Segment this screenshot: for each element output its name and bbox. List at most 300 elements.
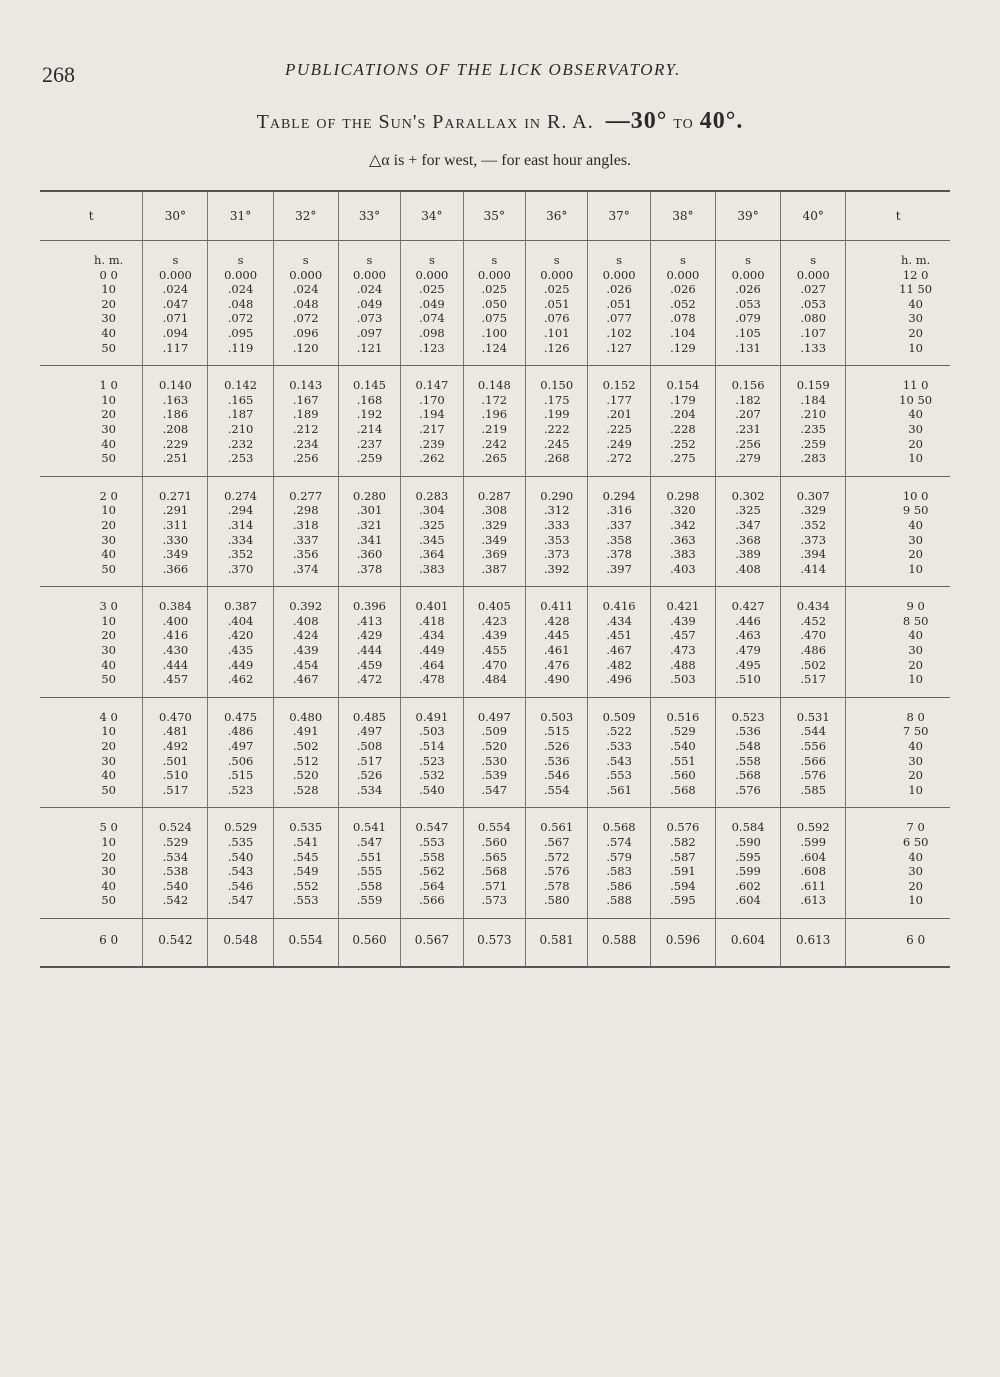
cell-value: .117 <box>162 340 189 355</box>
cell-value: .217 <box>419 421 445 436</box>
cell-value: .551 <box>670 753 696 768</box>
table-cell: 0.554 <box>273 918 338 966</box>
cell-value: .239 <box>419 436 445 451</box>
cell-value: .583 <box>606 864 632 879</box>
table-cell <box>463 697 525 808</box>
cell-value: 20 <box>908 325 923 340</box>
cell-value: .234 <box>292 436 319 451</box>
table-cell: 6 0 <box>99 932 119 947</box>
cell-value: 0.576 <box>666 820 700 835</box>
cell-value: .105 <box>735 325 761 340</box>
cell-value: 0.156 <box>731 378 765 393</box>
column-header: 31° <box>208 191 273 241</box>
table-cell <box>781 366 846 477</box>
cell-value: .509 <box>481 724 508 739</box>
table-cell: 0.548 <box>208 918 273 966</box>
cell-value: .187 <box>227 407 254 422</box>
cell-value: .356 <box>292 547 319 562</box>
table-cell <box>401 587 463 698</box>
cell-value: 0.421 <box>666 599 700 614</box>
table-cell <box>463 476 525 587</box>
table-cell: 0.573 <box>463 918 525 966</box>
cell-value: .373 <box>543 547 570 562</box>
cell-value: 0.000 <box>289 267 323 282</box>
unit-label: s <box>401 241 463 268</box>
cell-value: .481 <box>162 724 189 739</box>
table-row <box>40 697 950 808</box>
table-cell <box>650 587 715 698</box>
table-subtitle: △α is + for west, — for east hour angles. <box>368 152 632 169</box>
cell-value: 10 <box>908 340 923 355</box>
cell-value: .553 <box>606 768 632 783</box>
title-to: 40°. <box>699 108 744 134</box>
table-cell <box>40 697 143 808</box>
cell-value: .262 <box>419 451 445 466</box>
cell-value: .599 <box>735 864 761 879</box>
cell-value: .488 <box>670 657 696 672</box>
title-prefix: Table of the Sun's Parallax in <box>256 111 542 133</box>
table-row <box>40 268 950 366</box>
cell-value: .314 <box>227 517 254 532</box>
cell-value: .599 <box>800 835 827 849</box>
unit-label: h. m. <box>94 253 124 267</box>
cell-value: .237 <box>356 436 383 451</box>
cell-value: .074 <box>419 311 445 326</box>
cell-value: .256 <box>735 436 761 451</box>
cell-value: .501 <box>162 753 189 768</box>
cell-value: 0.140 <box>158 378 192 393</box>
cell-value: .163 <box>162 392 189 407</box>
cell-value: .543 <box>227 864 254 879</box>
cell-value: .547 <box>481 782 508 797</box>
cell-value: .558 <box>356 878 383 893</box>
cell-value: 10 <box>908 893 923 908</box>
column-header: 34° <box>401 191 463 241</box>
cell-value: .101 <box>543 325 570 340</box>
table-cell <box>650 476 715 587</box>
cell-value: 40 <box>908 628 923 643</box>
cell-value: .352 <box>227 547 254 562</box>
table-cell <box>143 366 208 477</box>
cell-value: .179 <box>670 392 696 407</box>
cell-value: .594 <box>670 878 696 893</box>
cell-value: .172 <box>481 392 508 407</box>
cell-value: 20 <box>908 547 923 562</box>
cell-value: .547 <box>356 835 383 849</box>
table-cell <box>143 587 208 698</box>
cell-value: .435 <box>227 643 254 658</box>
cell-value: .024 <box>356 282 383 297</box>
cell-value: 40 <box>101 547 116 562</box>
cell-value: .403 <box>670 561 696 576</box>
cell-value: .316 <box>606 503 632 518</box>
cell-value: .231 <box>735 421 761 436</box>
cell-value: 20 <box>908 878 923 893</box>
cell-value: .383 <box>419 561 445 576</box>
cell-value: .559 <box>356 893 383 908</box>
cell-value: 0.516 <box>666 709 700 724</box>
cell-value: .337 <box>292 532 319 547</box>
cell-value: .576 <box>735 782 761 797</box>
cell-value: .464 <box>419 657 445 672</box>
table-cell <box>143 268 208 366</box>
table-cell <box>208 587 273 698</box>
cell-value: 0 0 <box>99 267 118 282</box>
cell-value: .208 <box>162 421 189 436</box>
cell-value: 30 <box>101 864 116 879</box>
cell-value: .053 <box>800 296 827 311</box>
cell-value: 0.150 <box>540 378 574 393</box>
cell-value: .387 <box>481 561 508 576</box>
cell-value: .486 <box>227 724 254 739</box>
cell-value: .503 <box>670 672 696 687</box>
cell-value: .047 <box>162 296 189 311</box>
cell-value: .373 <box>800 532 827 547</box>
cell-value: .585 <box>800 782 827 797</box>
cell-value: .245 <box>543 436 570 451</box>
cell-value: 0.277 <box>289 488 323 503</box>
cell-value: .434 <box>419 628 445 643</box>
cell-value: .446 <box>735 613 761 628</box>
unit-label: s <box>143 241 208 268</box>
table-cell <box>715 476 780 587</box>
table-cell <box>463 808 525 919</box>
table-cell <box>650 697 715 808</box>
cell-value: .383 <box>670 547 696 562</box>
cell-value: .378 <box>356 561 383 576</box>
cell-value: .124 <box>481 340 508 355</box>
cell-value: .439 <box>292 643 319 658</box>
cell-value: .283 <box>800 451 827 466</box>
cell-value: .568 <box>481 864 508 879</box>
cell-value: 0.142 <box>224 378 258 393</box>
cell-value: .214 <box>356 421 383 436</box>
cell-value: 0.298 <box>666 488 700 503</box>
cell-value: .523 <box>227 782 254 797</box>
cell-value: .048 <box>227 296 254 311</box>
cell-value: .576 <box>543 864 570 879</box>
cell-value: .463 <box>735 628 761 643</box>
cell-value: 30 <box>101 421 116 436</box>
cell-value: .517 <box>162 782 189 797</box>
cell-value: .517 <box>356 753 383 768</box>
unit-label: s <box>715 241 780 268</box>
cell-value: .104 <box>670 325 696 340</box>
cell-value: .529 <box>670 724 696 739</box>
cell-value: .529 <box>162 835 189 849</box>
cell-value: .210 <box>800 407 827 422</box>
table-cell <box>338 268 400 366</box>
cell-value: 0.568 <box>602 820 636 835</box>
cell-value: .329 <box>800 503 827 518</box>
column-header: t <box>40 191 143 241</box>
table-cell: 6 0 <box>846 918 950 966</box>
cell-value: .414 <box>800 561 827 576</box>
table-cell <box>401 476 463 587</box>
cell-value: .204 <box>670 407 696 422</box>
cell-value: 20 <box>101 628 116 643</box>
cell-value: .502 <box>800 657 827 672</box>
table-body <box>40 241 950 967</box>
cell-value: .540 <box>419 782 445 797</box>
cell-value: 0.416 <box>602 599 636 614</box>
cell-value: .194 <box>419 407 445 422</box>
cell-value: .210 <box>227 421 254 436</box>
table-cell <box>208 697 273 808</box>
cell-value: .510 <box>735 672 761 687</box>
table-cell <box>588 808 650 919</box>
column-header: 35° <box>463 191 525 241</box>
cell-value: .457 <box>670 628 696 643</box>
cell-value: .170 <box>419 392 445 407</box>
table-row <box>40 366 950 477</box>
cell-value: .520 <box>292 768 319 783</box>
unit-label: s <box>526 241 588 268</box>
cell-value: .301 <box>356 503 383 518</box>
cell-value: .578 <box>543 878 570 893</box>
cell-value: .133 <box>800 340 827 355</box>
cell-value: .076 <box>543 311 570 326</box>
cell-value: 0.509 <box>602 709 636 724</box>
cell-value: 50 <box>101 561 116 576</box>
cell-value: 0.401 <box>415 599 449 614</box>
cell-value: 30 <box>101 643 116 658</box>
cell-value: 0.503 <box>540 709 574 724</box>
cell-value: .182 <box>735 392 761 407</box>
cell-value: .534 <box>162 849 189 864</box>
cell-value: .508 <box>356 739 383 754</box>
table-cell <box>273 697 338 808</box>
cell-value: .558 <box>419 849 445 864</box>
table-cell <box>208 366 273 477</box>
table-cell <box>273 268 338 366</box>
cell-value: 6 50 <box>902 835 929 849</box>
cell-value: 0.000 <box>477 267 511 282</box>
cell-value: .268 <box>543 451 570 466</box>
cell-value: .048 <box>292 296 319 311</box>
cell-value: .219 <box>481 421 508 436</box>
cell-value: .249 <box>606 436 632 451</box>
cell-value: .096 <box>292 325 319 340</box>
cell-value: 0.411 <box>540 599 574 614</box>
cell-value: .413 <box>356 613 383 628</box>
cell-value: 40 <box>101 657 116 672</box>
cell-value: .553 <box>292 893 319 908</box>
cell-value: .566 <box>419 893 445 908</box>
cell-value: .370 <box>227 561 254 576</box>
table-cell <box>846 697 950 808</box>
cell-value: .544 <box>800 724 827 739</box>
cell-value: 40 <box>908 849 923 864</box>
cell-value: .107 <box>800 325 827 340</box>
unit-label: s <box>338 241 400 268</box>
table-cell: 0.588 <box>588 918 650 966</box>
cell-value: .025 <box>419 282 445 297</box>
cell-value: .094 <box>162 325 189 340</box>
table-cell <box>526 268 588 366</box>
cell-value: .235 <box>800 421 827 436</box>
cell-value: 10 <box>101 392 116 407</box>
cell-value: 0.387 <box>224 599 258 614</box>
cell-value: .530 <box>481 753 508 768</box>
table-cell <box>401 366 463 477</box>
cell-value: 0.143 <box>289 378 323 393</box>
cell-value: 0.294 <box>602 488 636 503</box>
cell-value: .358 <box>606 532 632 547</box>
cell-value: .400 <box>162 613 189 628</box>
cell-value: .165 <box>227 392 254 407</box>
cell-value: .586 <box>606 878 632 893</box>
cell-value: .024 <box>162 282 189 297</box>
cell-value: 0.547 <box>415 820 449 835</box>
cell-value: .272 <box>606 451 632 466</box>
cell-value: .484 <box>481 672 508 687</box>
cell-value: 20 <box>101 849 116 864</box>
cell-value: .291 <box>162 503 189 518</box>
cell-value: .337 <box>606 517 632 532</box>
cell-value: 30 <box>908 643 923 658</box>
cell-value: .078 <box>670 311 696 326</box>
cell-value: .265 <box>481 451 508 466</box>
cell-value: .449 <box>227 657 254 672</box>
cell-value: .556 <box>800 739 827 754</box>
table-cell <box>463 268 525 366</box>
cell-value: .050 <box>481 296 508 311</box>
cell-value: .604 <box>800 849 827 864</box>
cell-value: .418 <box>419 613 445 628</box>
cell-value: .595 <box>670 893 696 908</box>
cell-value: .051 <box>543 296 570 311</box>
cell-value: .325 <box>419 517 445 532</box>
cell-value: 0.491 <box>415 709 449 724</box>
unit-label: s <box>273 241 338 268</box>
cell-value: .459 <box>356 657 383 672</box>
cell-value: .201 <box>606 407 632 422</box>
cell-value: 10 <box>101 613 116 628</box>
cell-value: .392 <box>543 561 570 576</box>
unit-label: s <box>650 241 715 268</box>
cell-value: .073 <box>356 311 383 326</box>
cell-value: .049 <box>356 296 383 311</box>
cell-value: 0.283 <box>415 488 449 503</box>
cell-value: 0.302 <box>731 488 765 503</box>
cell-value: .470 <box>800 628 827 643</box>
cell-value: .535 <box>227 835 254 849</box>
table-cell <box>273 366 338 477</box>
cell-value: 10 <box>908 561 923 576</box>
cell-value: 30 <box>101 753 116 768</box>
cell-value: 0.480 <box>289 709 323 724</box>
cell-value: 0.384 <box>158 599 192 614</box>
table-row <box>40 476 950 587</box>
cell-value: 20 <box>101 739 116 754</box>
cell-value: .602 <box>735 878 761 893</box>
table-cell <box>208 268 273 366</box>
cell-value: 40 <box>101 768 116 783</box>
table-cell <box>338 808 400 919</box>
cell-value: .026 <box>606 282 632 297</box>
cell-value: .579 <box>606 849 632 864</box>
cell-value: .495 <box>735 657 761 672</box>
cell-value: .416 <box>162 628 189 643</box>
cell-value: .561 <box>606 782 632 797</box>
cell-value: .526 <box>356 768 383 783</box>
cell-value: .129 <box>670 340 696 355</box>
page-number: 268 <box>42 62 75 87</box>
cell-value: 20 <box>908 768 923 783</box>
cell-value: .542 <box>162 893 189 908</box>
cell-value: .352 <box>800 517 827 532</box>
column-header: 30° <box>143 191 208 241</box>
cell-value: 10 <box>101 724 116 739</box>
cell-value: .449 <box>419 643 445 658</box>
cell-value: 0.541 <box>353 820 386 835</box>
cell-value: 10 <box>908 451 923 466</box>
cell-value: 0.470 <box>158 709 192 724</box>
cell-value: 0.152 <box>602 378 636 393</box>
cell-value: .071 <box>162 311 189 326</box>
unit-label: s <box>588 241 650 268</box>
cell-value: .052 <box>670 296 696 311</box>
cell-value: .347 <box>735 517 761 532</box>
table-cell <box>40 808 143 919</box>
cell-value: .333 <box>543 517 570 532</box>
cell-value: .552 <box>292 878 319 893</box>
cell-value: .588 <box>606 893 632 908</box>
cell-value: .423 <box>481 613 508 628</box>
cell-value: .503 <box>419 724 445 739</box>
table-row <box>40 808 950 919</box>
cell-value: .025 <box>481 282 508 297</box>
cell-value: .526 <box>543 739 570 754</box>
cell-value: .080 <box>800 311 827 326</box>
cell-value: .547 <box>227 893 254 908</box>
table-cell: 0.542 <box>143 918 208 966</box>
column-header: t <box>846 191 950 241</box>
cell-value: .102 <box>606 325 632 340</box>
cell-value: 0.271 <box>158 488 192 503</box>
cell-value: .408 <box>292 613 319 628</box>
table-cell <box>781 808 846 919</box>
cell-value: .353 <box>543 532 570 547</box>
table-cell <box>526 808 588 919</box>
title-to-word: to <box>673 111 694 133</box>
cell-value: .541 <box>292 835 319 849</box>
cell-value: .366 <box>162 561 189 576</box>
cell-value: .024 <box>292 282 319 297</box>
cell-value: 0.000 <box>224 267 258 282</box>
column-header: 39° <box>715 191 780 241</box>
cell-value: 10 <box>908 672 923 687</box>
cell-value: .538 <box>162 864 189 879</box>
table-cell <box>463 366 525 477</box>
cell-value: .072 <box>292 311 319 326</box>
cell-value: .177 <box>606 392 632 407</box>
cell-value: .455 <box>481 643 508 658</box>
title-from: —30° <box>605 108 668 134</box>
table-cell <box>846 476 950 587</box>
cell-value: .364 <box>419 547 445 562</box>
cell-value: .075 <box>481 311 508 326</box>
cell-value: .536 <box>735 724 761 739</box>
cell-value: .558 <box>735 753 761 768</box>
cell-value: 0.154 <box>666 378 700 393</box>
cell-value: .342 <box>670 517 696 532</box>
cell-value: .523 <box>419 753 445 768</box>
cell-value: .330 <box>162 532 189 547</box>
cell-value: .363 <box>670 532 696 547</box>
cell-value: .430 <box>162 643 189 658</box>
